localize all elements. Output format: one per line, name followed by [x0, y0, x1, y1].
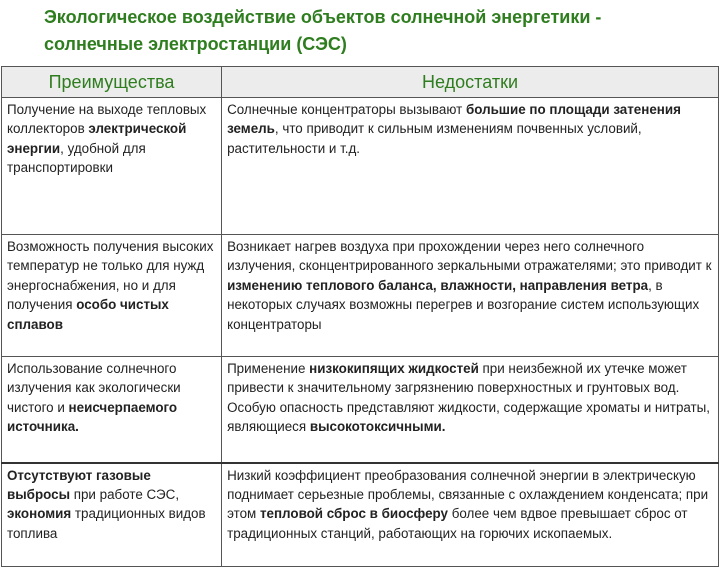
disadvantage-cell: [222, 357, 719, 463]
table-row: [2, 357, 719, 463]
advantage-cell: [2, 357, 222, 463]
advantage-cell: [2, 98, 222, 235]
text-segment: , удобной для транспортировки: [7, 140, 146, 176]
text-segment: Получение на выходе тепловых коллекторов: [7, 102, 207, 137]
disadvantage-cell: [222, 235, 719, 357]
bold-text-segment: большие по площади затенения земель: [227, 102, 681, 137]
title-line-2: солнечные электростанции (СЭС): [44, 34, 347, 54]
text-segment: Солнечные концентраторы вызывают: [227, 102, 466, 117]
text-segment: Низкий коэффициент преобразования солнечной энергии в электрическую поднимает серьезные проблемы, связанные с охлаждением конденсата; при этом: [227, 467, 709, 522]
bold-text-segment: электрической энергии: [7, 121, 187, 156]
header-advantages: Преимущества: [2, 67, 222, 98]
text-segment: Применение: [227, 361, 310, 376]
bold-text-segment: неисчерпаемого источника.: [7, 399, 178, 435]
text-segment: , в некоторых случаях возможны перегрев и возгорание систем использующих концентраторы: [227, 277, 700, 332]
bold-text-segment: особо чистых сплавов: [7, 297, 169, 332]
text-segment: более чем вдвое превышает сброс от традиционных станций, работающих на горючих ископаемых.: [227, 506, 688, 541]
table-header-row: [2, 67, 719, 98]
text-segment: традиционных видов топлива: [7, 506, 206, 541]
bold-text-segment: высокотоксичными.: [309, 419, 446, 435]
text-segment: , что приводит к сильным изменениям почвенных условий, растительности и т.д.: [227, 121, 642, 156]
text-segment: при неизбежной их утечке может привести к значительному загрязнению поверхностных и грунтовых вод. Особую опасность представляют жидкости, содержащие хроматы и нитраты, являющиеся: [227, 361, 711, 435]
disadvantage-cell: [222, 463, 719, 567]
bold-text-segment: экономия: [7, 506, 72, 522]
comparison-table: [1, 66, 719, 567]
bold-text-segment: изменению теплового баланса, влажности, направления ветра: [227, 277, 649, 293]
table-row: [2, 98, 719, 235]
text-segment: при работе СЭС,: [70, 486, 180, 502]
title-line-1: Экологическое воздействие объектов солнечной энергетики -: [44, 7, 602, 27]
page-title: [44, 4, 704, 58]
table-row: [2, 463, 719, 567]
bold-text-segment: Отсутствуют газовые выбросы: [7, 467, 151, 502]
bold-text-segment: тепловой сброс в биосферу: [259, 506, 448, 522]
header-disadvantages: Недостатки: [222, 67, 719, 98]
disadvantage-cell: [222, 98, 719, 235]
bold-text-segment: низкокипящих жидкостей: [309, 361, 479, 376]
table-row: [2, 235, 719, 357]
advantage-cell: [2, 463, 222, 567]
text-segment: Возникает нагрев воздуха при прохождении через него солнечного излучения, сконцентрированного зеркальными отражателями; это приводит к: [227, 239, 712, 274]
text-segment: Возможность получения высоких температур не только для нужд энергоснабжения, но и для получения: [7, 239, 214, 313]
advantage-cell: [2, 235, 222, 357]
text-segment: Использование солнечного излучения как экологически чистого и: [7, 361, 181, 415]
